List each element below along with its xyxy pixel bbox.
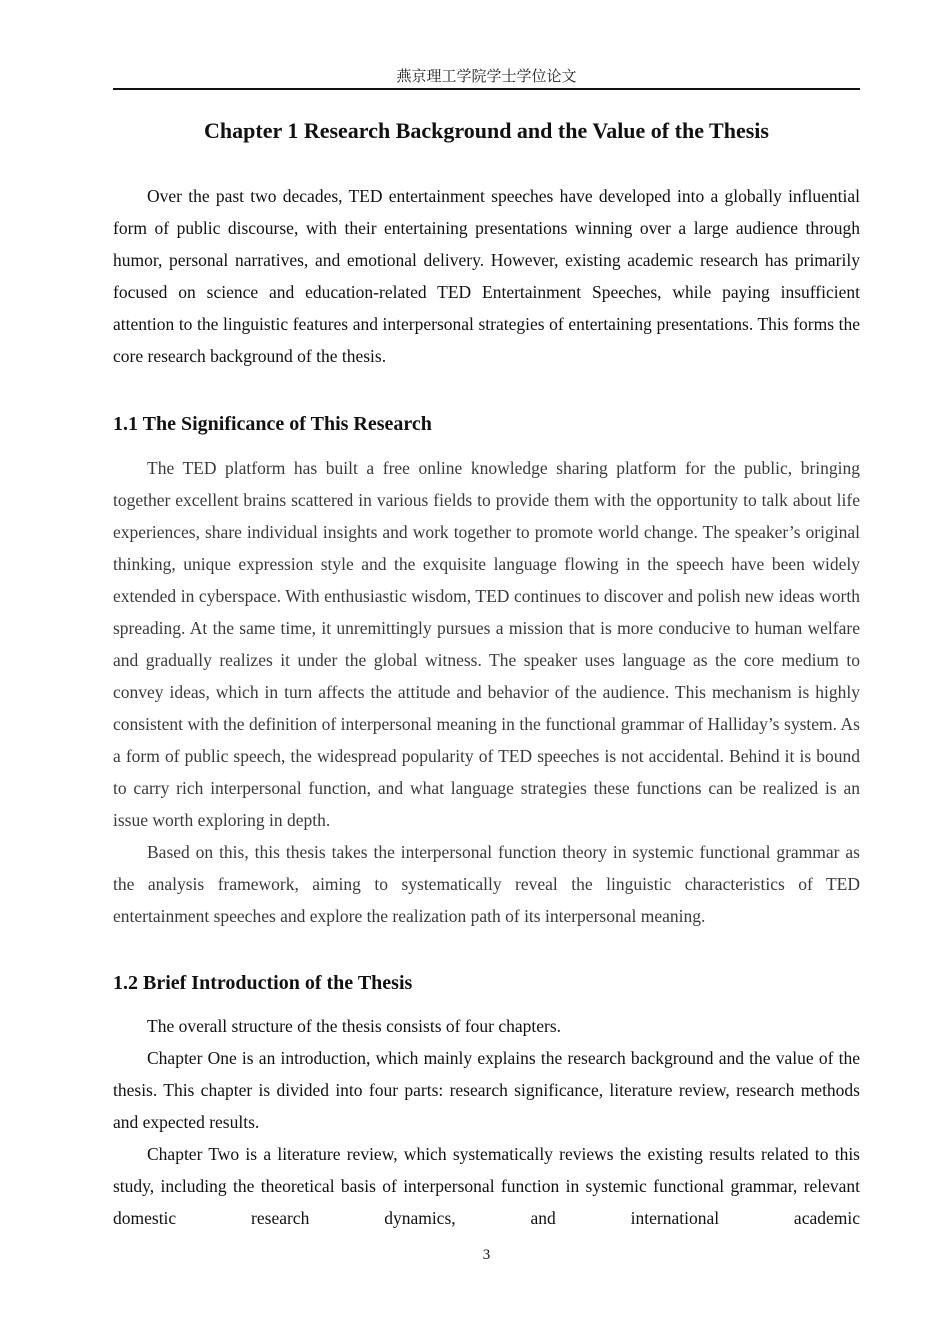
- section-1-1-paragraph-1: The TED platform has built a free online knowledge sharing platform for the public, bringing together excellent brains scattered in various fields to provide them with the opportunity to talk about life experiences, share individual insights and work together to promote world change. The speaker’s original thinking, unique expression style and the exquisite language flowing in the speech have been widely extended in cyberspace. With enthusiastic wisdom, TED continues to discover and polish new ideas worth spreading. At the same time, it unremittingly pursues a mission that is more conducive to human welfare and gradually realizes it under the global witness. The speaker uses language as the core medium to convey ideas, which in turn affects the attitude and behavior of the audience. This mechanism is highly consistent with the definition of interpersonal meaning in the functional grammar of Halliday’s system. As a form of public speech, the widespread popularity of TED speeches is not accidental. Behind it is bound to carry rich interpersonal function, and what language strategies these functions can be realized is an issue worth exploring in depth.: [113, 458, 860, 830]
- section-1-2-paragraph-3: Chapter Two is a literature review, which systematically reviews the existing results related to this study, including the theoretical basis of interpersonal function in systemic functional grammar, relevant domestic research dynamics, and international academic: [113, 1144, 860, 1228]
- chapter-title: Chapter 1 Research Background and the Value of the Thesis: [204, 118, 769, 143]
- section-1-2-paragraph-2: Chapter One is an introduction, which mainly explains the research background and the value of the thesis. This chapter is divided into four parts: research significance, literature review, research methods and expected results.: [113, 1048, 860, 1132]
- page-number: 3: [482, 1247, 491, 1263]
- section-1-1-paragraph-2: Based on this, this thesis takes the interpersonal function theory in systemic functional grammar as the analysis framework, aiming to systematically reveal the linguistic characteristics of TED entertainment speeches and explore the realization path of its interpersonal meaning.: [113, 842, 860, 926]
- header-rule: [113, 88, 860, 90]
- section-1-2-paragraph-1: The overall structure of the thesis consists of four chapters.: [147, 1016, 562, 1036]
- section-1-1-title: 1.1 The Significance of This Research: [113, 413, 432, 435]
- chapter-intro-paragraph: Over the past two decades, TED entertainment speeches have developed into a globally influential form of public discourse, with their entertaining presentations winning over a large audience through humor, personal narratives, and emotional delivery. However, existing academic research has primarily focused on science and education-related TED Entertainment Speeches, while paying insufficient attention to the linguistic features and interpersonal strategies of entertaining presentations. This forms the core research background of the thesis.: [113, 186, 860, 366]
- running-header: 燕京理工学院学士学位论文: [396, 69, 577, 85]
- section-1-2-body: [113, 1010, 860, 1234]
- section-1-2-title: 1.2 Brief Introduction of the Thesis: [113, 972, 413, 994]
- chapter-intro-block: [113, 180, 860, 372]
- section-1-1-body: [113, 452, 860, 932]
